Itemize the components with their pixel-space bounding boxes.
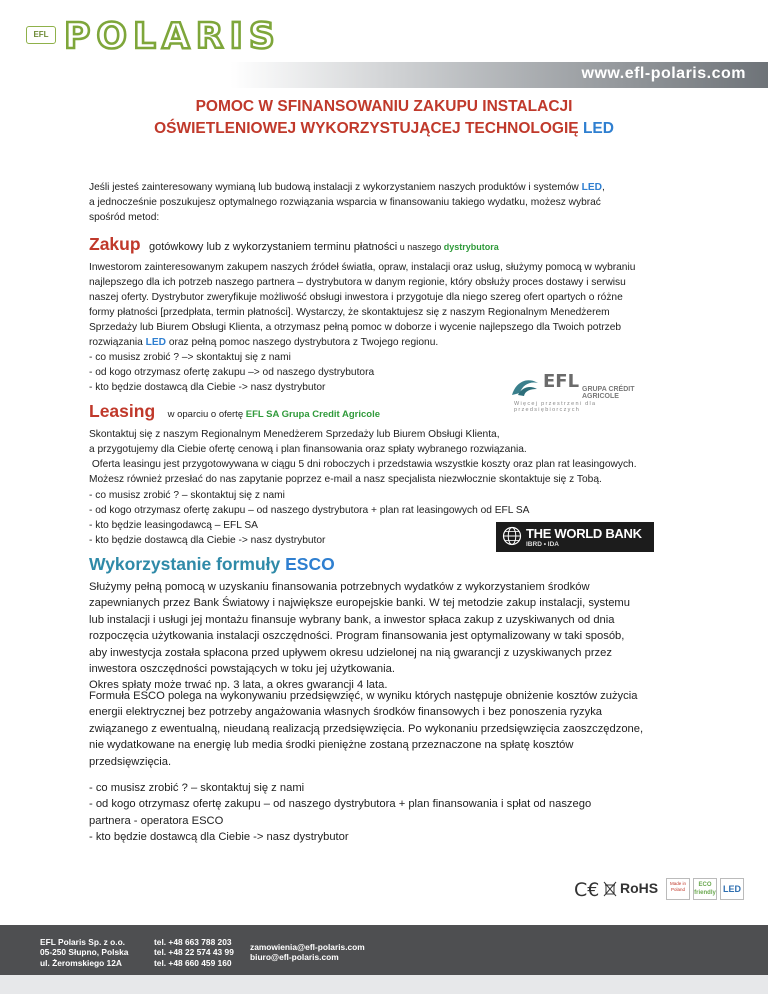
- intro-comma: ,: [601, 182, 605, 193]
- efl-credit-agricole-logo: [510, 373, 655, 411]
- eco-friendly-badge: ECO friendly: [693, 878, 717, 900]
- leasing-body-line: Możesz również przesłać do nas zapytanie poprzez e-mail a nasz specjalista niezwłocznie skontaktuje się z Tobą.: [89, 474, 602, 485]
- esco-p1-line: Służymy pełną pomocą w uzyskaniu finansowania potrzebnych wydatków z wykorzystaniem środków: [89, 581, 590, 593]
- efl-badge-logo: EFL: [26, 26, 56, 44]
- made-in-poland-badge: Made in Poland: [666, 878, 690, 900]
- world-bank-name: THE WORLD BANK: [526, 526, 642, 541]
- zakup-last-post: oraz pełną pomoc naszego dystrybutora z Twojego regionu.: [166, 337, 439, 348]
- efl-logo-tagline: Więcej przestrzeni dla przedsiębiorczych: [514, 401, 597, 413]
- esco-p2-line: związanego z ewentualną, nieudaną realizacją przedsięwzięcia. Po wykonaniu przedsięwzięcia zaoszczędzone,: [89, 722, 644, 735]
- esco-p1-line: aby inwestycja została spłacona przed upływem okresu udzielonej na nią gwarancji z uzyskiwanych przez: [89, 646, 612, 659]
- intro-paragraph: [89, 180, 689, 225]
- leasing-step: - co musisz zrobić ? – skontaktuj się z nami: [89, 490, 285, 501]
- footer-address-line: EFL Polaris Sp. z o.o.: [40, 937, 126, 947]
- globe-icon: [502, 526, 522, 546]
- intro-line-3: spośród metod:: [89, 212, 160, 223]
- leasing-title: Leasing: [89, 401, 156, 421]
- certification-marks: [572, 877, 748, 903]
- rohs-mark: RoHS: [620, 880, 659, 896]
- esco-paragraph-2: [89, 688, 689, 770]
- zakup-step: - co musisz zrobić ? –> skontaktuj się z nami: [89, 352, 291, 363]
- zakup-step: - od kogo otrzymasz ofertę zakupu –> od naszego dystrybutora: [89, 367, 375, 378]
- title-line-2-text: OŚWIETLENIOWEJ WYKORZYSTUJĄCEJ TECHNOLOGIĘ: [154, 120, 583, 137]
- footer-address-line: 05-250 Słupno, Polska: [40, 947, 129, 958]
- website-link[interactable]: www.efl-polaris.com: [581, 65, 746, 82]
- efl-logo-sub: GRUPA CRÉDIT AGRICOLE: [582, 386, 635, 400]
- footer-phone[interactable]: tel. +48 660 459 160: [154, 957, 232, 968]
- leasing-step: - od kogo otrzymasz ofertę zakupu – od naszego dystrybutora + plan rat leasingowych od EFL SA: [89, 505, 530, 516]
- page-footer: [0, 925, 768, 975]
- leasing-body-line: a przygotujemy dla Ciebie ofertę cenową i plan finansowania oraz spłaty wybranego rozwiązania.: [89, 444, 527, 455]
- title-line-1: POMOC W SFINANSOWANIU ZAKUPU INSTALACJI: [195, 98, 573, 115]
- zakup-body-line: najlepszego dla ich potrzeb naszego partnera – dystrybutora w danym regionie, który obsłuży proces dostawy i serwisu: [89, 277, 626, 288]
- esco-paragraph-1: [89, 579, 689, 694]
- zakup-subtitle-small: u naszego: [397, 242, 444, 252]
- esco-step: partnera - operatora ESCO: [89, 814, 224, 827]
- page-header: [0, 0, 768, 90]
- esco-p1-line: inwestora oszczędności powstających w toku jej użytkowania.: [89, 663, 395, 676]
- zakup-last-pre: rozwiązania: [89, 337, 146, 348]
- zakup-body-line: Inwestorom zainteresowanym zakupem naszych źródeł światła, opraw, instalacji oraz usług, służymy pomocą w wybraniu: [89, 262, 636, 273]
- footer-phone[interactable]: tel. +48 22 574 43 99: [154, 947, 234, 958]
- leasing-body-line: Skontaktuj się z naszym Regionalnym Menedżerem Sprzedaży lub Biurem Obsługi Klienta,: [89, 429, 500, 440]
- esco-p2-line: energii elektrycznej bez potrzeby angażowania własnych środków finansowych i bez ponoszenia ryzyka: [89, 706, 603, 719]
- esco-step: - co musisz zrobić ? – skontaktuj się z nami: [89, 782, 305, 794]
- esco-steps: [89, 780, 689, 846]
- zakup-body-line: [89, 335, 689, 350]
- leasing-body-line: Oferta leasingu jest przygotowywana w ciągu 5 dni roboczych i przedstawia wszystkie koszty oraz plan rat leasingowych.: [89, 459, 637, 470]
- efl-logo-name: EFL: [543, 371, 580, 392]
- led-badge: LED: [720, 878, 744, 900]
- polaris-logo: POLARIS: [64, 16, 281, 57]
- esco-p2-line: Formuła ESCO polega na wykonywaniu przedsięwzięć, w wyniku których następuje obniżenie kosztów zużycia: [89, 690, 638, 702]
- zakup-body-line: naszej oferty. Dystrybutor zweryfikuje możliwość obsługi inwestora i przygotuje dla niego szereg ofert opartych o różne: [89, 292, 623, 303]
- footer-phones: [154, 937, 234, 968]
- footer-bottom-strip: [0, 975, 768, 994]
- zakup-heading: [89, 234, 499, 255]
- credit-agricole-mark-icon: [510, 375, 540, 397]
- footer-address-line: ul. Żeromskiego 12A: [40, 957, 122, 968]
- ce-mark-icon: C€: [574, 879, 600, 901]
- title-led-word: LED: [582, 120, 614, 137]
- esco-p1-line: rozpoczęcia użytkowania instalacji oszczędności. Program finansowania jest optymalizowany w taki sposób,: [89, 630, 625, 643]
- zakup-body-line: formy płatności [przedpłata, termin płatności]. Wystarczy, że skontaktujesz się z naszym Regionalnym Menedżerem: [89, 307, 610, 318]
- esco-p1-line: zapewnianych przez Bank Światowy i największe europejskie banki. W tej metodzie zakup instalacji, systemu: [89, 597, 630, 610]
- zakup-subtitle: gotówkowy lub z wykorzystaniem terminu płatności: [149, 241, 398, 253]
- esco-p2-line: nie wydatkowane na energię lub media środki pieniężne zostaną przeznaczone na spłatę kosztów: [89, 739, 574, 752]
- zakup-title: Zakup: [89, 234, 141, 254]
- intro-led-word: LED: [581, 182, 602, 193]
- footer-email[interactable]: biuro@efl-polaris.com: [250, 952, 339, 963]
- esco-p1-line: Okres spłaty może trwać np. 3 lata, a okres gwarancji 4 lata.: [89, 679, 388, 692]
- leasing-step: - kto będzie dostawcą dla Ciebie -> nasz dystrybutor: [89, 535, 326, 546]
- footer-emails: [250, 942, 365, 963]
- esco-title: Wykorzystanie formuły: [89, 554, 286, 574]
- leasing-body: [89, 427, 689, 487]
- intro-text: Jeśli jesteś zainteresowany wymianą lub budową instalacji z wykorzystaniem naszych produktów i systemów: [89, 182, 582, 193]
- world-bank-logo: [496, 522, 654, 552]
- esco-p2-line: przedsięwzięcia.: [89, 755, 172, 768]
- url-band: [0, 62, 768, 88]
- esco-step: - od kogo otrzymasz ofertę zakupu – od naszego dystrybutora + plan finansowania i spłat od naszego: [89, 798, 592, 811]
- leasing-step: - kto będzie leasingodawcą – EFL SA: [89, 520, 258, 531]
- leasing-subtitle: w oparciu o ofertę: [167, 409, 246, 420]
- title-line-2: [0, 118, 768, 140]
- zakup-body-line: Sprzedaży lub Biurem Obsługi Klienta, a otrzymasz pełną pomoc w doborze i wycenie najlepszego dla Twoich potrzeb: [89, 322, 622, 333]
- footer-email[interactable]: zamowienia@efl-polaris.com: [250, 942, 365, 952]
- page-title: [0, 96, 768, 140]
- esco-p1-line: lub instalacji i usługi jej montażu finansuje wybrany bank, a inwestor spłaca zakup z uzyskiwanych od dnia: [89, 613, 615, 626]
- zakup-step: - kto będzie dostawcą dla Ciebie -> nasz dystrybutor: [89, 382, 326, 393]
- footer-address: [40, 937, 128, 968]
- world-bank-sub: IBRD • IDA: [526, 541, 559, 548]
- esco-title-esco: ESCO: [285, 554, 335, 574]
- zakup-distributor-word: dystrybutora: [443, 242, 499, 252]
- leasing-efl-name: EFL SA Grupa Credit Agricole: [245, 409, 381, 420]
- esco-step: - kto będzie dostawcą dla Ciebie -> nasz dystrybutor: [89, 831, 349, 844]
- leasing-heading: [89, 401, 380, 422]
- intro-line-2: a jednocześnie poszukujesz optymalnego rozwiązania wsparcia w finansowaniu takiego wydatku, możesz wybrać: [89, 197, 601, 208]
- intro-line-1: [89, 180, 689, 195]
- zakup-body: [89, 260, 689, 350]
- weee-bin-icon: [603, 881, 617, 897]
- esco-heading: [89, 554, 335, 575]
- zakup-led-word: LED: [145, 337, 166, 348]
- footer-phone[interactable]: tel. +48 663 788 203: [154, 937, 232, 947]
